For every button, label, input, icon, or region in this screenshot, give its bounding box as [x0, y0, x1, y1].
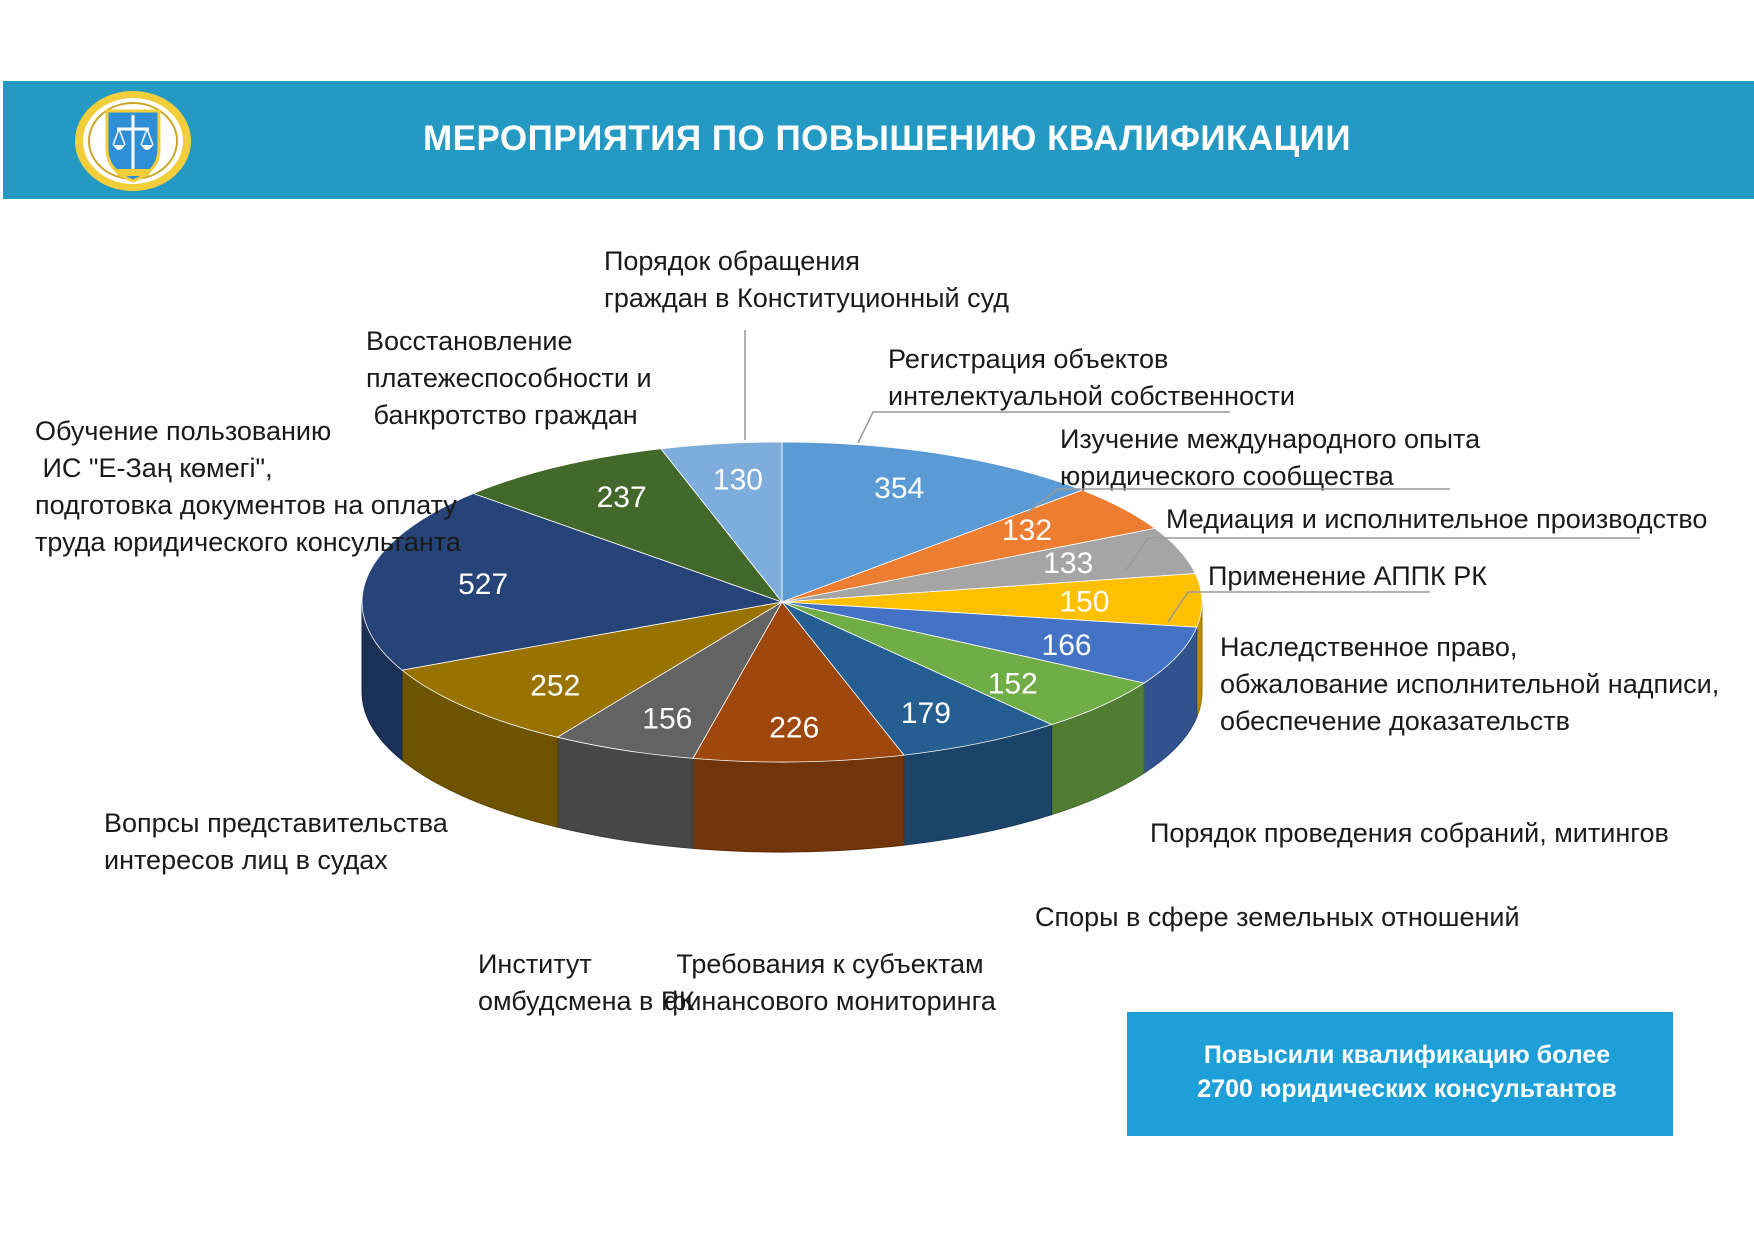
- value-label-1: 132: [1001, 513, 1053, 547]
- value-label-3: 150: [1059, 585, 1110, 619]
- category-label-8: Институт омбудсмена в РК: [478, 949, 695, 1016]
- category-label-1: Изучение международного опыта юридического сообщества: [1060, 424, 1481, 491]
- page-title: МЕРОПРИЯТИЯ ПО ПОВЫШЕНИЮ КВАЛИФИКАЦИИ: [423, 119, 1351, 158]
- category-label-4: Наследственное право, обжалование исполнительной надписи, обеспечение доказательств: [1220, 632, 1720, 736]
- category-label-6: Споры в сфере земельных отношений: [1035, 902, 1520, 932]
- category-label-9: Вопрсы представительства интересов лиц в судах: [104, 808, 448, 875]
- category-label-5: Порядок проведения собраний, митингов: [1150, 818, 1669, 848]
- value-label-6: 179: [900, 696, 951, 730]
- value-label-0: 354: [874, 471, 925, 505]
- value-label-11: 237: [596, 481, 647, 515]
- category-label-11: Восстановление платежеспособности и банкротство граждан: [366, 326, 652, 430]
- category-label-7: Требования к субъектам финансового мониторинга: [664, 949, 996, 1016]
- value-label-2: 133: [1043, 546, 1094, 580]
- value-label-10: 527: [458, 567, 509, 601]
- value-label-9: 252: [530, 669, 581, 703]
- category-label-3: Применение АППК РК: [1208, 561, 1488, 591]
- category-label-2: Медиация и исполнительное производство: [1166, 504, 1708, 534]
- category-label-12: Порядок обращения граждан в Конституционный суд: [604, 246, 1009, 313]
- summary-text: Повысили квалификацию более 2700 юридических консультантов: [1197, 1041, 1617, 1103]
- category-label-0: Регистрация объектов интелектуальной собственности: [888, 344, 1295, 411]
- summary-callout: [1127, 1012, 1673, 1136]
- pie-side-7: [693, 755, 904, 852]
- value-label-8: 156: [642, 702, 693, 736]
- value-label-7: 226: [769, 711, 820, 745]
- value-label-5: 152: [987, 667, 1038, 701]
- value-label-12: 130: [712, 463, 763, 497]
- leader-line-3: [1168, 592, 1430, 622]
- category-label-10: Обучение пользованию ИС "Е-Заң көмегі", подготовка документов на оплату труда юридического консультанта: [35, 416, 461, 557]
- value-label-4: 166: [1041, 629, 1092, 663]
